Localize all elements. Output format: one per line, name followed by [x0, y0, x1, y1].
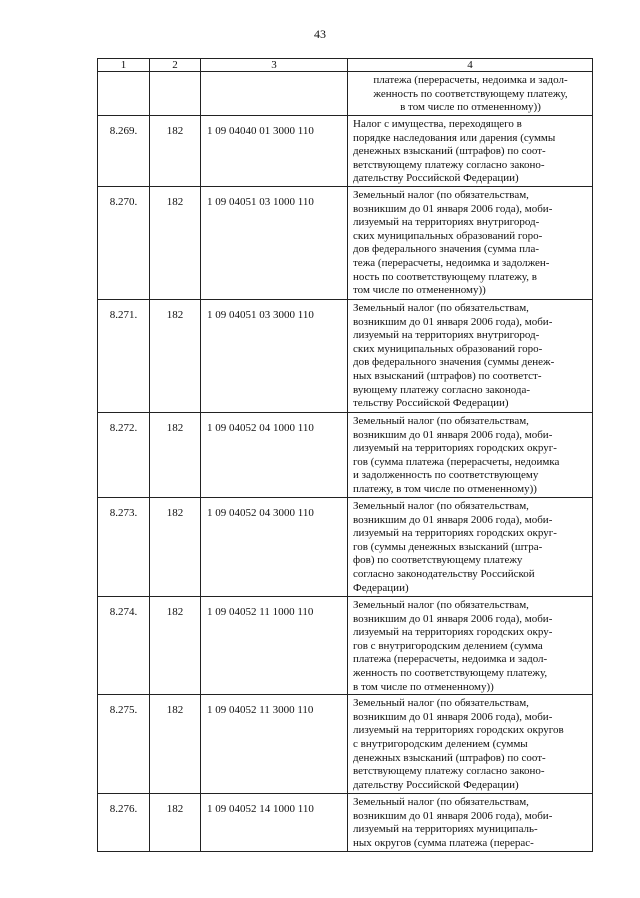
budget-code — [201, 72, 348, 116]
budget-code: 1 09 04040 01 3000 110 — [201, 116, 348, 187]
budget-code: 1 09 04052 11 3000 110 — [201, 695, 348, 794]
column-header-3: 3 — [201, 59, 348, 72]
budget-classification-table — [97, 58, 593, 852]
row-description: Земельный налог (по обязательствам, возникшим до 01 января 2006 года), моби- лизуемый на территориях городских округ- гов (суммы денежных взысканий (штра- фов) по соответствующему платежу согласно законодательству Российской Федерации) — [348, 497, 593, 596]
admin-code: 182 — [150, 596, 201, 694]
row-description: Земельный налог (по обязательствам, возникшим до 01 января 2006 года), моби- лизуемый на территориях городских округов с внутригородским делением (суммы денежных взысканий (штрафов) по соот- ветствующему платежу согласно законо- дательству Российской Федерации) — [348, 695, 593, 794]
row-number: 8.276. — [98, 794, 150, 852]
row-number: 8.273. — [98, 497, 150, 596]
admin-code: 182 — [150, 412, 201, 497]
table-row — [98, 596, 593, 694]
table-header-row — [98, 59, 593, 72]
row-description: Земельный налог (по обязательствам, возникшим до 01 января 2006 года), моби- лизуемый на территориях муниципаль- ных округов (сумма платежа (перерас- — [348, 794, 593, 852]
row-description: Земельный налог (по обязательствам, возникшим до 01 января 2006 года), моби- лизуемый на территориях городских окру- гов с внутригородским делением (сумма платежа (перерасчеты, недоимка и задол- женность по соответствующему платежу, в том числе по отмененному)) — [348, 596, 593, 694]
table-row — [98, 186, 593, 299]
admin-code: 182 — [150, 497, 201, 596]
admin-code — [150, 72, 201, 116]
table-row — [98, 497, 593, 596]
admin-code: 182 — [150, 695, 201, 794]
table-row — [98, 695, 593, 794]
budget-code: 1 09 04052 11 1000 110 — [201, 596, 348, 694]
budget-code: 1 09 04051 03 1000 110 — [201, 186, 348, 299]
row-number: 8.270. — [98, 186, 150, 299]
budget-code: 1 09 04052 04 3000 110 — [201, 497, 348, 596]
column-header-2: 2 — [150, 59, 201, 72]
admin-code: 182 — [150, 116, 201, 187]
table-row — [98, 794, 593, 852]
row-number — [98, 72, 150, 116]
column-header-4: 4 — [348, 59, 593, 72]
column-header-1: 1 — [98, 59, 150, 72]
row-number: 8.275. — [98, 695, 150, 794]
table-row — [98, 299, 593, 412]
row-description: Земельный налог (по обязательствам, возникшим до 01 января 2006 года), моби- лизуемый на территориях внутригород- ских муниципальных образований горо- дов федерального значения (суммы денеж- ных взысканий (штрафов) по соответст- вующему платежу согласно законода- тельству Российской Федерации) — [348, 299, 593, 412]
row-description: Земельный налог (по обязательствам, возникшим до 01 января 2006 года), моби- лизуемый на территориях внутригород- ских муниципальных образований горо- дов федерального значения (сумма пла- тежа (перерасчеты, недоимка и задолжен- ность по соответствующему платежу, в том числе по отмененному)) — [348, 186, 593, 299]
budget-code: 1 09 04052 14 1000 110 — [201, 794, 348, 852]
budget-code: 1 09 04051 03 3000 110 — [201, 299, 348, 412]
row-description: платежа (перерасчеты, недоимка и задол- женность по соответствующему платежу, в том числе по отмененному)) — [348, 72, 593, 116]
row-number: 8.272. — [98, 412, 150, 497]
row-description: Налог с имущества, переходящего в порядке наследования или дарения (суммы денежных взысканий (штрафов) по соот- ветствующему платежу согласно законо- дательству Российской Федерации) — [348, 116, 593, 187]
row-number: 8.271. — [98, 299, 150, 412]
row-description: Земельный налог (по обязательствам, возникшим до 01 января 2006 года), моби- лизуемый на территориях городских округ- гов (сумма платежа (перерасчеты, недоимка и задолженность по соответствующему платежу, в том числе по отмененному)) — [348, 412, 593, 497]
admin-code: 182 — [150, 794, 201, 852]
row-number: 8.274. — [98, 596, 150, 694]
table-row — [98, 116, 593, 187]
page-number: 43 — [314, 27, 326, 41]
table-row — [98, 72, 593, 116]
table-row — [98, 412, 593, 497]
budget-code: 1 09 04052 04 1000 110 — [201, 412, 348, 497]
row-number: 8.269. — [98, 116, 150, 187]
admin-code: 182 — [150, 186, 201, 299]
admin-code: 182 — [150, 299, 201, 412]
